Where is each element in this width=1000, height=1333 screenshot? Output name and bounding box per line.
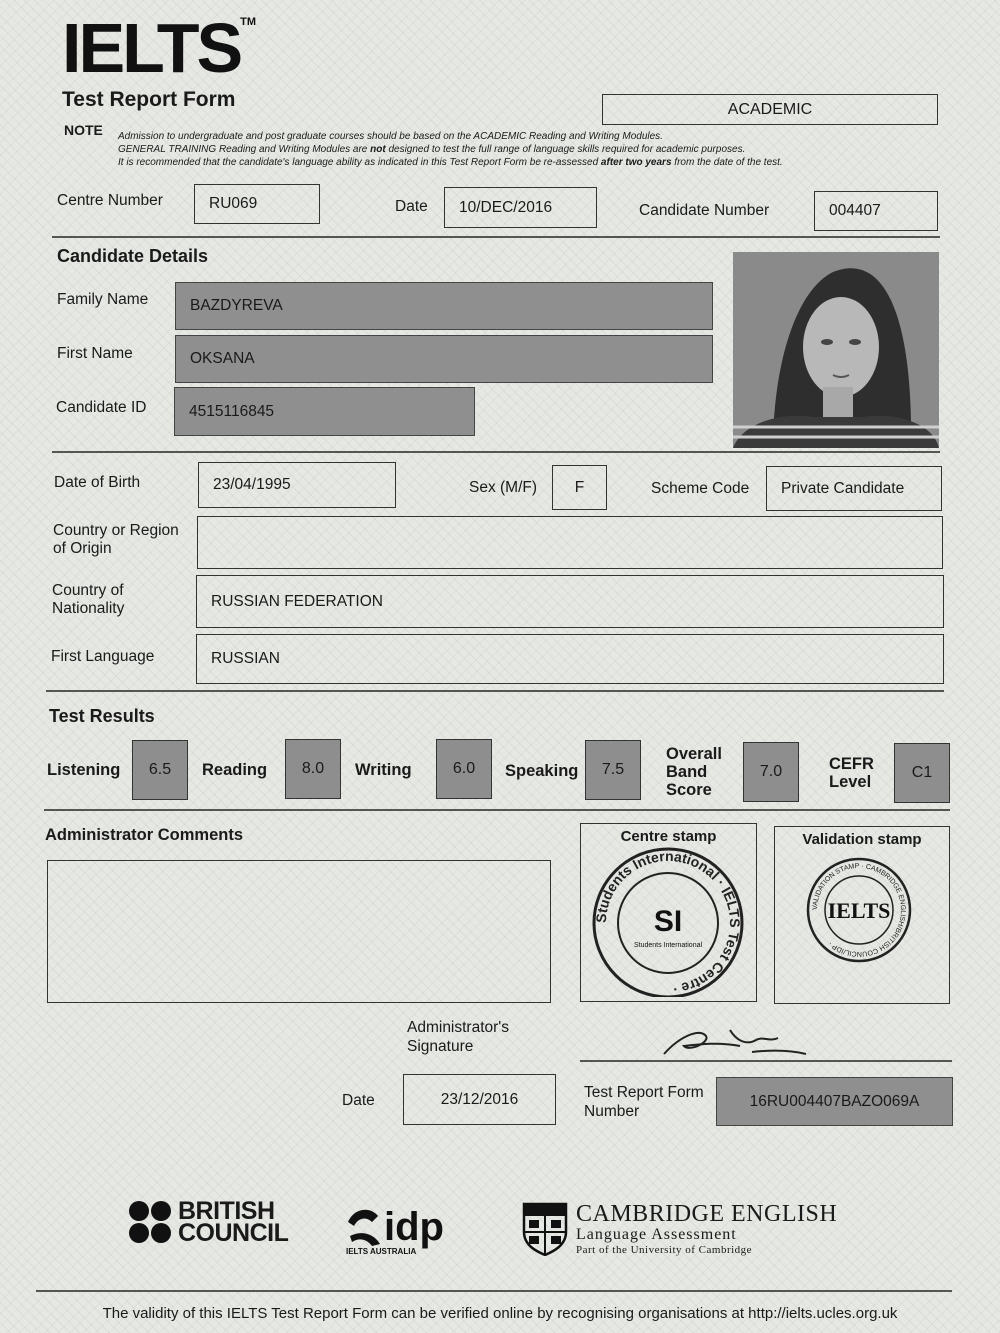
nationality-field: RUSSIAN FEDERATION bbox=[196, 575, 944, 628]
admin-date-field: 23/12/2016 bbox=[403, 1074, 556, 1125]
admin-comments-label: Administrator Comments bbox=[45, 826, 244, 844]
origin-label: Country or Region of Origin bbox=[53, 522, 179, 557]
form-title: Test Report Form bbox=[62, 88, 236, 111]
first-name-label: First Name bbox=[57, 345, 133, 362]
writing-label: Writing bbox=[355, 761, 412, 779]
first-name-field: OKSANA bbox=[175, 335, 713, 383]
candidate-id-label: Candidate ID bbox=[56, 399, 147, 416]
scheme-code-field: Private Candidate bbox=[766, 466, 942, 511]
centre-stamp-box bbox=[580, 823, 757, 1002]
candidate-id-field: 4515116845 bbox=[174, 387, 475, 436]
overall-band-label: Overall Band Score bbox=[666, 745, 722, 799]
divider bbox=[580, 1060, 952, 1062]
test-date-field: 10/DEC/2016 bbox=[444, 187, 597, 228]
svg-text:idp: idp bbox=[384, 1205, 444, 1249]
cambridge-english-logo: CAMBRIDGE ENGLISH Language Assessment Part of the University of Cambridge bbox=[522, 1202, 837, 1256]
svg-text:VALIDATION STAMP · CAMBRIDGE E: VALIDATION STAMP · CAMBRIDGE ENGLISH/BRITISH COUNCIL/IDP · bbox=[811, 862, 907, 958]
trf-number-label: Test Report Form Number bbox=[584, 1084, 704, 1120]
british-council-logo: BRITISH COUNCIL bbox=[128, 1200, 288, 1244]
family-name-field: BAZDYREVA bbox=[175, 282, 713, 330]
trf-number-field: 16RU004407BAZO069A bbox=[716, 1077, 953, 1126]
divider bbox=[44, 809, 950, 811]
sex-field: F bbox=[552, 465, 607, 510]
centre-stamp-seal bbox=[581, 845, 755, 997]
validation-stamp-label: Validation stamp bbox=[802, 831, 922, 848]
speaking-label: Speaking bbox=[505, 762, 579, 780]
first-language-label: First Language bbox=[51, 648, 155, 665]
admin-signature-label: Administrator's Signature bbox=[407, 1019, 510, 1055]
validation-stamp-seal bbox=[775, 848, 949, 998]
cefr-label: CEFR Level bbox=[829, 755, 874, 791]
note-line-3: It is recommended that the candidate's language ability as indicated in this Test Report Form be re-assessed after two years from the date of the test. bbox=[118, 157, 783, 168]
centre-stamp-label: Centre stamp bbox=[620, 828, 717, 845]
listening-label: Listening bbox=[47, 761, 121, 779]
admin-comments-field bbox=[47, 860, 551, 1003]
admin-date-label: Date bbox=[342, 1092, 375, 1109]
cambridge-shield-icon bbox=[522, 1202, 568, 1256]
candidate-photo bbox=[733, 252, 939, 448]
ielts-logo: IELTS™ bbox=[62, 9, 257, 87]
centre-number-field: RU069 bbox=[194, 184, 320, 224]
svg-text:Students International: Students International bbox=[633, 942, 703, 949]
note-label: NOTE bbox=[64, 122, 103, 138]
scheme-code-label: Scheme Code bbox=[651, 480, 750, 497]
svg-text:SI: SI bbox=[653, 905, 683, 938]
module-field: ACADEMIC bbox=[602, 94, 938, 125]
test-results-title: Test Results bbox=[49, 706, 155, 726]
divider bbox=[52, 451, 940, 453]
candidate-number-label: Candidate Number bbox=[639, 202, 770, 219]
candidate-number-field: 004407 bbox=[814, 191, 938, 231]
listening-score: 6.5 bbox=[132, 740, 188, 800]
svg-text:Students International · IELTS: Students International · IELTS Test Centre · bbox=[592, 847, 744, 997]
idp-logo bbox=[344, 1200, 454, 1261]
svg-text:IELTS AUSTRALIA: IELTS AUSTRALIA bbox=[346, 1247, 417, 1256]
verification-footer: The validity of this IELTS Test Report Form can be verified online by recognising organisations at http://ielts.ucles.org.uk bbox=[102, 1305, 898, 1322]
speaking-score: 7.5 bbox=[585, 740, 641, 800]
note-line-2: GENERAL TRAINING Reading and Writing Modules are not designed to test the full range of language skills required for academic purposes. bbox=[118, 144, 746, 155]
divider bbox=[36, 1290, 952, 1292]
overall-band-score: 7.0 bbox=[743, 742, 799, 802]
divider bbox=[52, 236, 940, 238]
date-label: Date bbox=[395, 198, 428, 215]
british-council-dots-icon bbox=[128, 1200, 172, 1244]
idp-mark-icon bbox=[344, 1200, 454, 1256]
family-name-label: Family Name bbox=[57, 291, 149, 308]
reading-score: 8.0 bbox=[285, 739, 341, 799]
candidate-details-title: Candidate Details bbox=[57, 246, 209, 266]
dob-field: 23/04/1995 bbox=[198, 462, 396, 508]
origin-field bbox=[197, 516, 943, 569]
divider bbox=[46, 690, 944, 692]
writing-score: 6.0 bbox=[436, 739, 492, 799]
candidate-photo-image bbox=[733, 252, 939, 448]
first-language-field: RUSSIAN bbox=[196, 634, 944, 684]
sex-label: Sex (M/F) bbox=[469, 479, 538, 496]
note-text bbox=[118, 130, 878, 169]
reading-label: Reading bbox=[202, 761, 268, 779]
nationality-label: Country of Nationality bbox=[52, 582, 125, 617]
validation-stamp-box bbox=[774, 826, 950, 1004]
admin-signature bbox=[660, 1016, 810, 1062]
dob-label: Date of Birth bbox=[54, 474, 141, 491]
cefr-level: C1 bbox=[894, 743, 950, 803]
note-line-1: Admission to undergraduate and post graduate courses should be based on the ACADEMIC Reading and Writing Modules. bbox=[118, 131, 663, 142]
svg-text:IELTS: IELTS bbox=[827, 898, 891, 923]
centre-number-label: Centre Number bbox=[57, 192, 163, 209]
